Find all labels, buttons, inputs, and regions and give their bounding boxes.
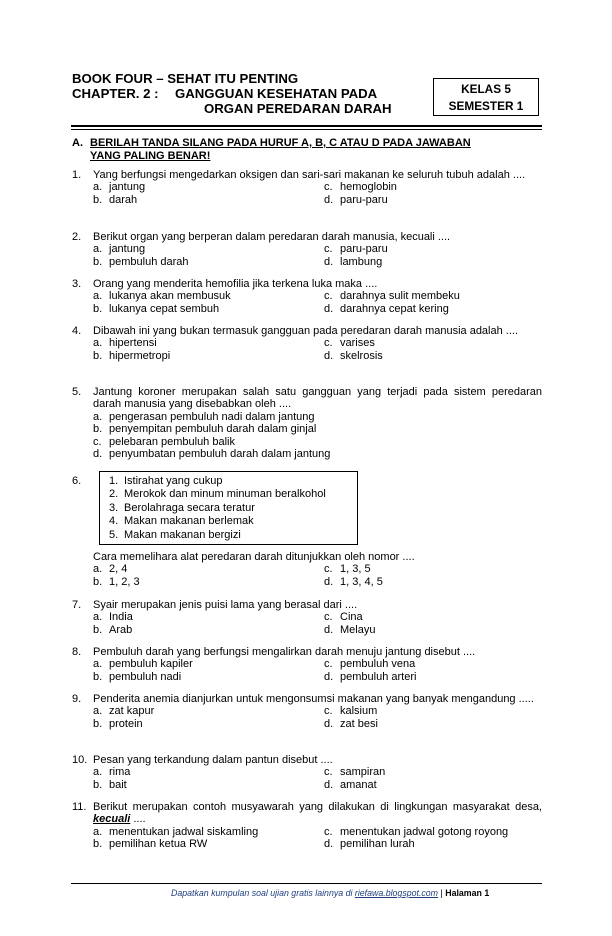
question-number: 11.	[72, 801, 87, 813]
section-letter: A.	[72, 137, 83, 149]
option-a[interactable]: a. 2, 4	[93, 563, 128, 576]
question-stem: Dibawah ini yang bukan termasuk gangguan pada peredaran darah manusia adalah ....	[93, 325, 519, 337]
option-d[interactable]: d. zat besi	[324, 717, 378, 730]
option-a[interactable]: a. pembuluh kapiler	[93, 658, 193, 671]
option-c[interactable]: c. darahnya sulit membeku	[324, 290, 460, 303]
option-d[interactable]: d. lambung	[324, 255, 383, 268]
option-a[interactable]: a. menentukan jadwal siskamling	[93, 825, 259, 838]
footer-link[interactable]: riefawa.blogspot.com	[354, 888, 439, 898]
option-c[interactable]: c. menentukan jadwal gotong royong	[324, 825, 509, 838]
kelas-label: KELAS 5	[461, 82, 511, 96]
list-item: 1. Istirahat yang cukup	[109, 475, 223, 487]
question-number: 2.	[72, 231, 82, 243]
list-item: 3. Berolahraga secara teratur	[109, 501, 255, 514]
question-stem: Pesan yang terkandung dalam pantun disebut ....	[93, 754, 333, 766]
question-stem: Berikut organ yang berperan dalam peredaran darah manusia, kecuali ....	[93, 231, 451, 243]
question-8	[72, 646, 542, 683]
footer-text: Dapatkan kumpulan soal ujian gratis lainnya di	[171, 888, 353, 898]
option-b[interactable]: b. Arab	[93, 623, 133, 636]
question-4	[72, 325, 542, 362]
question-stem: Jantung koroner merupakan salah satu gangguan yang terjadi pada sistem peredaran darah manusia yang disebabkan oleh ....	[93, 386, 542, 411]
option-a[interactable]: a. zat kapur	[93, 705, 155, 718]
list-item: 2. Merokok dan minum minuman beralkohol	[109, 488, 326, 501]
option-a[interactable]: a. jantung	[93, 181, 146, 194]
header-divider	[71, 125, 542, 127]
option-d[interactable]: d. darahnya cepat kering	[324, 302, 449, 315]
question-stem: Penderita anemia dianjurkan untuk mengonsumsi makanan yang banyak mengandung .....	[93, 693, 534, 705]
option-b[interactable]: b. lukanya cepat sembuh	[93, 302, 220, 315]
option-d[interactable]: d. pemilihan lurah	[324, 838, 415, 851]
question-number: 10.	[72, 754, 88, 766]
option-d[interactable]: d. pembuluh arteri	[324, 670, 417, 683]
instruction-line-1: BERILAH TANDA SILANG PADA HURUF A, B, C ATAU D PADA JAWABAN	[90, 137, 471, 149]
option-c[interactable]: c. paru-paru	[324, 243, 388, 256]
keyword-kecuali: kecuali	[93, 813, 131, 826]
question-6	[72, 551, 542, 588]
footer	[171, 888, 489, 898]
question-number: 5.	[72, 386, 82, 398]
class-semester-box	[433, 78, 539, 116]
document-header	[72, 71, 392, 116]
question-number: 8.	[72, 646, 82, 658]
option-c[interactable]: c. sampiran	[324, 766, 386, 779]
option-b[interactable]: b. pembuluh nadi	[93, 670, 182, 683]
header-divider-thin	[71, 129, 542, 130]
semester-label: SEMESTER 1	[448, 99, 524, 113]
option-c[interactable]: c. pembuluh vena	[324, 658, 416, 671]
chapter-title-line-2: ORGAN PEREDARAN DARAH	[204, 101, 392, 116]
question-number: 3.	[72, 278, 82, 290]
option-b[interactable]: b. darah	[93, 193, 138, 206]
question-number: 7.	[72, 599, 82, 611]
option-d[interactable]: d. Melayu	[324, 623, 376, 636]
instruction-line-2: YANG PALING BENAR!	[90, 149, 211, 162]
question-10	[72, 754, 542, 791]
option-c[interactable]: c. Cina	[324, 611, 363, 624]
question-stem: Cara memelihara alat peredaran darah ditunjukkan oleh nomor ....	[93, 551, 415, 563]
question-9	[72, 693, 542, 730]
list-item: 5. Makan makanan bergizi	[109, 528, 241, 541]
option-a[interactable]: a. lukanya akan membusuk	[93, 290, 231, 303]
option-c[interactable]: c. 1, 3, 5	[324, 563, 371, 576]
question-stem: Yang berfungsi mengedarkan oksigen dan sari-sari makanan ke seluruh tubuh adalah ....	[93, 169, 526, 181]
question-number: 6.	[72, 475, 82, 487]
question-1	[72, 169, 542, 206]
option-c[interactable]: c. pelebaran pembuluh balik	[93, 435, 235, 448]
page-number: Halaman 1	[445, 888, 490, 898]
option-b[interactable]: b. bait	[93, 778, 127, 791]
question-5	[72, 386, 542, 460]
chapter-label: CHAPTER. 2 :	[72, 86, 159, 101]
option-a[interactable]: a. jantung	[93, 243, 146, 256]
option-d[interactable]: d. amanat	[324, 778, 377, 791]
option-b[interactable]: b. 1, 2, 3	[93, 575, 140, 588]
question-6-list-box	[99, 471, 358, 545]
option-b[interactable]: b. pemilihan ketua RW	[93, 838, 208, 851]
option-b[interactable]: b. protein	[93, 717, 143, 730]
option-b[interactable]: b. hipermetropi	[93, 349, 171, 362]
option-d[interactable]: d. 1, 3, 4, 5	[324, 575, 383, 588]
question-3	[72, 278, 542, 315]
option-b[interactable]: b. penyempitan pembuluh darah dalam ginjal	[93, 423, 317, 436]
chapter-title-line-1: GANGGUAN KESEHATAN PADA	[175, 86, 378, 101]
option-d[interactable]: d. skelrosis	[324, 349, 383, 362]
question-stem: Berikut merupakan contoh musyawarah yang dilakukan di lingkungan masyarakat desa, kecuali ....	[93, 801, 542, 826]
question-stem: Orang yang menderita hemofilia jika terkena luka maka ....	[93, 278, 378, 290]
list-item: 4. Makan makanan berlemak	[109, 515, 254, 528]
option-b[interactable]: b. pembuluh darah	[93, 255, 189, 268]
option-a[interactable]: a. India	[93, 611, 133, 624]
option-c[interactable]: c. kalsium	[324, 705, 378, 718]
option-a[interactable]: a. hipertensi	[93, 337, 157, 350]
section-instruction	[72, 137, 542, 162]
question-11	[72, 801, 542, 851]
question-number: 1.	[72, 169, 82, 181]
option-a[interactable]: a. rima	[93, 766, 131, 779]
question-number: 9.	[72, 693, 82, 705]
option-a[interactable]: a. pengerasan pembuluh nadi dalam jantung	[93, 410, 315, 423]
question-7	[72, 599, 542, 636]
question-stem: Syair merupakan jenis puisi lama yang berasal dari ....	[93, 599, 358, 611]
option-c[interactable]: c. hemoglobin	[324, 181, 397, 194]
option-c[interactable]: c. varises	[324, 337, 375, 350]
footer-divider	[71, 883, 542, 884]
footer-separator: |	[440, 888, 443, 898]
question-stem: Pembuluh darah yang berfungsi mengalirkan darah menuju jantung disebut ....	[93, 646, 476, 658]
book-title: BOOK FOUR – SEHAT ITU PENTING	[72, 71, 299, 86]
question-2	[72, 231, 542, 268]
option-d[interactable]: d. paru-paru	[324, 193, 388, 206]
option-d[interactable]: d. penyumbatan pembuluh darah dalam jantung	[93, 448, 331, 461]
question-number: 4.	[72, 325, 82, 337]
